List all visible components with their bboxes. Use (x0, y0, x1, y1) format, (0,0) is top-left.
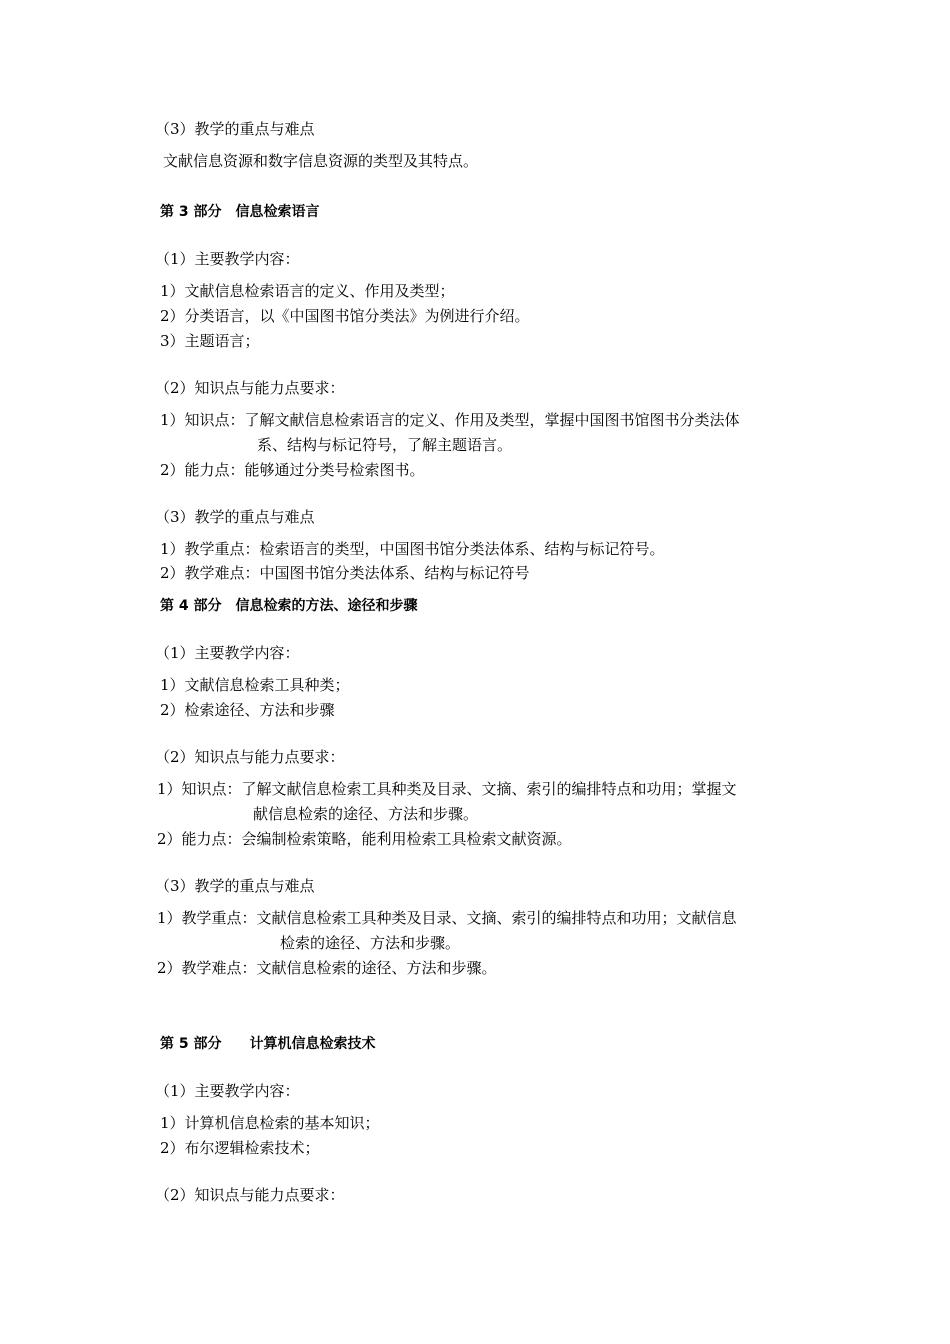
list-item: 2）检索途径、方法和步骤 (160, 701, 335, 719)
paragraph: 文献信息资源和数字信息资源的类型及其特点。 (163, 152, 479, 170)
list-item: 1）教学重点：检索语言的类型，中国图书馆分类法体系、结构与标记符号。 (160, 540, 665, 558)
list-item: 1）教学重点：文献信息检索工具种类及目录、文摘、索引的编排特点和功用；文献信息 (157, 909, 737, 927)
list-item: 2）布尔逻辑检索技术； (160, 1139, 320, 1157)
section-heading: 第 4 部分 信息检索的方法、途径和步骤 (160, 598, 418, 614)
list-item: 1）文献信息检索工具种类； (160, 676, 350, 694)
list-item: 3）主题语言； (160, 332, 260, 350)
list-item: 2）教学难点：中国图书馆分类法体系、结构与标记符号 (160, 564, 530, 582)
subsection-heading: （3）教学的重点与难点 (155, 877, 315, 895)
list-item: 1）知识点：了解文献信息检索工具种类及目录、文摘、索引的编排特点和功用；掌握文 (157, 780, 737, 798)
subsection-heading: （2）知识点与能力点要求： (155, 748, 345, 766)
list-item: 2）教学难点：文献信息检索的途径、方法和步骤。 (157, 959, 497, 977)
subsection-heading: （2）知识点与能力点要求： (155, 379, 345, 397)
list-item: 1）计算机信息检索的基本知识； (160, 1114, 380, 1132)
subsection-heading: （1）主要教学内容： (155, 1082, 300, 1100)
list-item: 1）文献信息检索语言的定义、作用及类型； (160, 282, 455, 300)
subsection-heading: （3）教学的重点与难点 (155, 508, 315, 526)
section-heading: 第 5 部分 计算机信息检索技术 (160, 1036, 376, 1052)
list-item: 2）能力点：会编制检索策略，能利用检索工具检索文献资源。 (157, 830, 572, 848)
list-item: 1）知识点：了解文献信息检索语言的定义、作用及类型，掌握中国图书馆图书分类法体 (160, 411, 740, 429)
list-item-continuation: 检索的途径、方法和步骤。 (280, 934, 461, 952)
subsection-heading: （1）主要教学内容： (155, 644, 300, 662)
list-item-continuation: 系、结构与标记符号，了解主题语言。 (257, 436, 513, 454)
section-heading: 第 3 部分 信息检索语言 (160, 204, 320, 220)
list-item-continuation: 献信息检索的途径、方法和步骤。 (253, 805, 479, 823)
subsection-heading: （3）教学的重点与难点 (155, 120, 315, 138)
subsection-heading: （2）知识点与能力点要求： (155, 1186, 345, 1204)
subsection-heading: （1）主要教学内容： (155, 250, 300, 268)
list-item: 2）分类语言，以《中国图书馆分类法》为例进行介绍。 (160, 307, 530, 325)
list-item: 2）能力点：能够通过分类号检索图书。 (160, 461, 425, 479)
